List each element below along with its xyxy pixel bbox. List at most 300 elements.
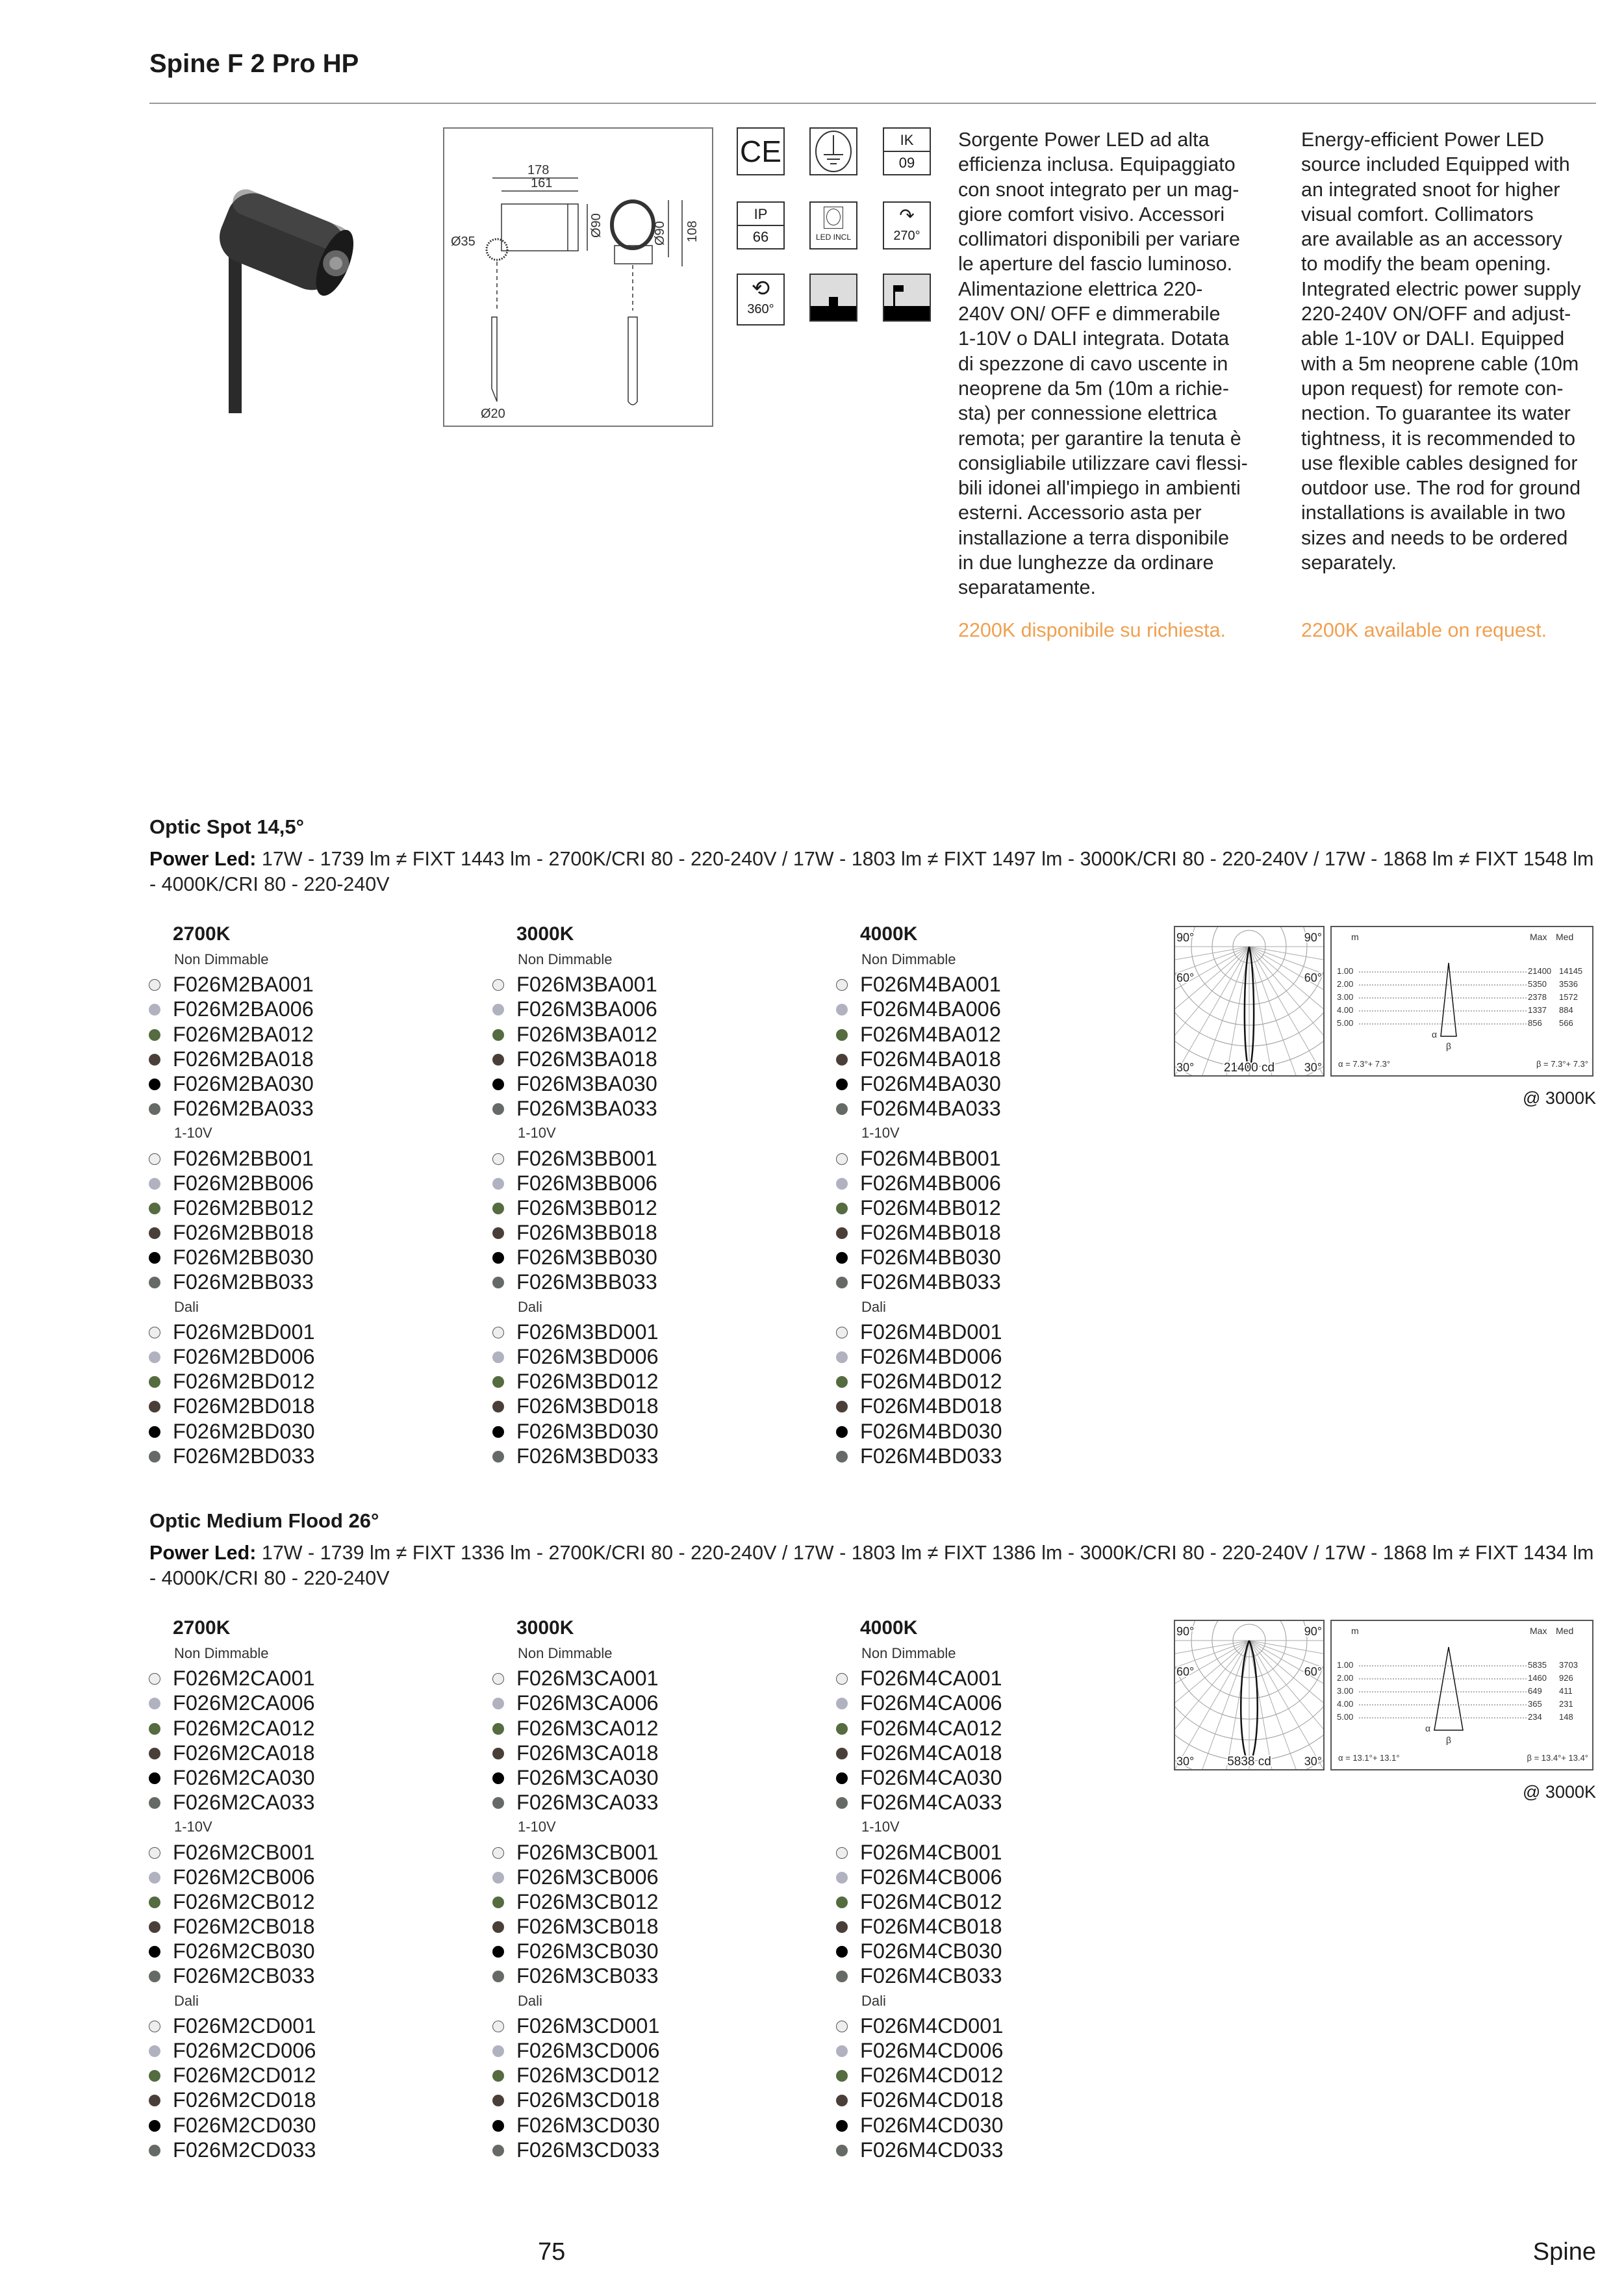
ik-rating-icon [883, 127, 931, 175]
product-code: F026M3CD018 [516, 2088, 660, 2112]
finish-swatch [836, 1227, 848, 1239]
description-line: tightness, it is recommended to [1301, 427, 1576, 450]
rotation-label: 360° [747, 302, 774, 316]
column-temperature: 2700K [173, 923, 231, 945]
dimming-type-label: Dali [174, 1298, 199, 1315]
description-line: 1-10V o DALI integrata. Dotata [958, 327, 1230, 350]
finish-swatch [836, 1029, 848, 1041]
product-code: F026M3CB012 [516, 1889, 659, 1913]
product-code: F026M4CB030 [860, 1939, 1002, 1963]
product-code-item [173, 1270, 498, 1294]
unit-label: m [1351, 932, 1359, 942]
distance-value: 3.00 [1337, 1686, 1354, 1696]
finish-swatch [492, 1277, 504, 1288]
finish-swatch [149, 1748, 160, 1759]
product-code: F026M4BD012 [860, 1370, 1002, 1394]
dimension-drawing [443, 127, 713, 427]
dimming-type-label: 1-10V [518, 1125, 556, 1142]
product-code-item [516, 1914, 841, 1939]
dim-90-front: Ø90 [653, 221, 667, 246]
polar-angle-label: 60° [1176, 1665, 1195, 1678]
product-code-item [516, 1691, 841, 1715]
ground-icon [809, 127, 857, 175]
product-code-item [860, 1939, 1185, 1963]
product-code: F026M2CD033 [173, 2138, 316, 2162]
product-code-item [173, 1047, 498, 1071]
finish-swatch [492, 1327, 504, 1338]
dimming-type-label: Non Dimmable [861, 951, 956, 967]
product-code: F026M4BA012 [860, 1022, 1001, 1046]
product-code-item [860, 1666, 1185, 1691]
med-lux-value: 3536 [1559, 979, 1578, 989]
product-code: F026M2CA030 [173, 1765, 315, 1789]
polar-spoke [1175, 947, 1249, 1044]
polar-angle-label: 90° [1176, 1625, 1195, 1638]
finish-swatch [836, 2021, 848, 2032]
beta-symbol: β [1446, 1735, 1452, 1745]
distance-value: 5.00 [1337, 1712, 1354, 1722]
finish-swatch [492, 2145, 504, 2156]
product-code: F026M3CD006 [516, 2039, 660, 2062]
polar-spoke [1249, 947, 1323, 1044]
finish-swatch [149, 1054, 160, 1066]
description-line: remota; per garantire la tenuta è [958, 427, 1241, 450]
finish-swatch [492, 1748, 504, 1759]
product-code: F026M4CD033 [860, 2138, 1004, 2162]
product-code-item [860, 1741, 1185, 1765]
finish-swatch [492, 1376, 504, 1388]
product-code: F026M4BB001 [860, 1146, 1001, 1170]
product-code-item [860, 1220, 1185, 1245]
product-code: F026M3BA012 [516, 1022, 657, 1046]
description-line: esterni. Accessorio asta per [958, 502, 1202, 524]
product-code: F026M3BD006 [516, 1345, 659, 1368]
dimming-type-label: 1-10V [861, 1125, 900, 1142]
product-code: F026M3CB033 [516, 1964, 659, 1988]
med-lux-value: 231 [1559, 1699, 1573, 1709]
product-code: F026M2BD030 [173, 1419, 315, 1443]
product-code-item [860, 1270, 1185, 1294]
product-code-item [860, 2113, 1185, 2138]
med-lux-value: 148 [1559, 1712, 1573, 1722]
product-code-item [516, 1939, 841, 1963]
product-code: F026M2BD033 [173, 1444, 315, 1468]
product-code-item [860, 1419, 1185, 1444]
tilt-label: 270° [893, 229, 920, 243]
note-2200k-italian: 2200K disponibile su richiesta. [958, 619, 1226, 641]
finish-swatch [836, 1797, 848, 1809]
finish-swatch [836, 1351, 848, 1363]
product-code: F026M4BD030 [860, 1419, 1002, 1443]
product-code-item [173, 1444, 498, 1468]
finish-swatch [836, 2070, 848, 2082]
product-code: F026M2CD018 [173, 2088, 316, 2112]
product-code-item [860, 1320, 1185, 1344]
power-led-spec [149, 847, 1605, 897]
product-code: F026M3CD001 [516, 2013, 660, 2038]
finish-swatch [149, 979, 160, 991]
max-lux-value: 649 [1528, 1686, 1542, 1696]
product-code-item [516, 1071, 841, 1096]
max-lux-value: 856 [1528, 1018, 1542, 1028]
dimming-type-label: 1-10V [174, 1819, 212, 1835]
product-code-item [173, 2013, 498, 2038]
polar-angle-label: 30° [1176, 1061, 1195, 1074]
finish-swatch [836, 1847, 848, 1859]
product-code: F026M2BB001 [173, 1146, 314, 1170]
distance-value: 4.00 [1337, 1005, 1354, 1015]
product-code-item [860, 1146, 1185, 1171]
product-code-item [173, 1369, 498, 1394]
finish-swatch [836, 979, 848, 991]
product-code-item [860, 2088, 1185, 2112]
description-line: le aperture del fascio luminoso. [958, 253, 1233, 275]
power-led-values: 17W - 1739 lm ≠ FIXT 1443 lm - 2700K/CRI 80 - 220-240V / 17W - 1803 lm ≠ FIXT 1497 lm - 3000K/CRI 80 - 220-240V / 17W - 1868 lm ≠ FIXT 1548 lm - 4000K/CRI 80 - 220-240V [149, 848, 1594, 895]
finish-swatch [492, 979, 504, 991]
finish-swatch [492, 1079, 504, 1090]
product-code-item [173, 1171, 498, 1195]
dimming-type-label: 1-10V [861, 1819, 900, 1835]
finish-swatch [149, 1797, 160, 1809]
product-code-item [173, 1096, 498, 1121]
product-code-item [860, 972, 1185, 997]
product-code-item [860, 2138, 1185, 2162]
dimming-type-label: Dali [518, 1992, 542, 2009]
description-line: giore comfort visivo. Accessori [958, 203, 1225, 225]
product-code: F026M4CD006 [860, 2039, 1004, 2062]
finish-swatch [149, 1227, 160, 1239]
beta-symbol: β [1446, 1041, 1452, 1051]
product-code: F026M3BD012 [516, 1370, 659, 1394]
product-code: F026M2CB018 [173, 1915, 315, 1939]
finish-swatch [836, 1203, 848, 1214]
product-code: F026M4BA033 [860, 1097, 1001, 1121]
product-code-item [860, 1444, 1185, 1468]
finish-swatch [836, 1897, 848, 1908]
max-lux-value: 1337 [1528, 1005, 1547, 1015]
finish-swatch [492, 1426, 504, 1438]
product-code-item [860, 1096, 1185, 1121]
med-header: Med [1556, 1626, 1574, 1636]
product-code-item [860, 1047, 1185, 1071]
product-code: F026M2BB006 [173, 1171, 314, 1195]
column-temperature: 3000K [516, 923, 574, 945]
finish-swatch [836, 1153, 848, 1165]
finish-swatch [149, 1847, 160, 1859]
product-code-item [516, 1146, 841, 1171]
product-code-item [173, 2088, 498, 2112]
product-code-item [860, 1963, 1185, 1988]
finish-swatch [149, 1872, 160, 1884]
product-code: F026M4BB006 [860, 1171, 1001, 1195]
ip-rating-icon [737, 201, 785, 249]
dimming-type-label: Non Dimmable [174, 1645, 269, 1661]
product-code: F026M4CD030 [860, 2113, 1004, 2137]
finish-swatch [149, 1673, 160, 1685]
product-code: F026M4BB033 [860, 1270, 1001, 1294]
finish-swatch [149, 1004, 160, 1016]
product-code: F026M2CA006 [173, 1691, 315, 1715]
product-code: F026M3BA006 [516, 997, 657, 1021]
product-code: F026M2CD012 [173, 2063, 316, 2088]
finish-swatch [149, 1277, 160, 1288]
description-line: Integrated electric power supply [1301, 277, 1581, 300]
finish-swatch [492, 1227, 504, 1239]
section-title: Optic Medium Flood 26° [149, 1509, 379, 1532]
description-line: source included Equipped with [1301, 153, 1570, 176]
finish-swatch [492, 1971, 504, 1982]
product-code: F026M4BD006 [860, 1345, 1002, 1368]
finish-swatch [836, 2145, 848, 2156]
description-line: to modify the beam opening. [1301, 253, 1551, 275]
dim-35: Ø35 [451, 235, 476, 249]
product-code-item [516, 1369, 841, 1394]
product-code-item [516, 2138, 841, 2162]
dimming-type-label: 1-10V [518, 1819, 556, 1835]
page-title: Spine F 2 Pro HP [149, 49, 359, 78]
color-temperature-column [860, 1617, 1185, 2162]
finish-swatch [149, 1451, 160, 1463]
product-code-item [173, 2063, 498, 2088]
ground-installation-icon [809, 274, 857, 322]
product-code: F026M3CD012 [516, 2063, 660, 2088]
distance-value: 1.00 [1337, 1660, 1354, 1670]
product-code-item [173, 1320, 498, 1344]
product-code: F026M2BA012 [173, 1022, 314, 1046]
product-code-item [173, 2138, 498, 2162]
finish-swatch [149, 1103, 160, 1115]
product-code: F026M2BD012 [173, 1370, 315, 1394]
ik-label: IK [884, 129, 930, 152]
product-code: F026M2CD006 [173, 2039, 316, 2062]
product-code-item [516, 1096, 841, 1121]
alpha-symbol: α [1425, 1723, 1431, 1733]
product-code-item [516, 1344, 841, 1369]
product-code: F026M4CA033 [860, 1791, 1002, 1815]
finish-swatch [149, 1079, 160, 1090]
product-section [0, 815, 1624, 1504]
description-line: installations is available in two [1301, 502, 1566, 524]
product-code-item [516, 2013, 841, 2038]
product-code-item [860, 1171, 1185, 1195]
product-code: F026M3CA012 [516, 1716, 659, 1740]
product-code-item [516, 1320, 841, 1344]
product-code-item [516, 1444, 841, 1468]
alpha-symbol: α [1432, 1029, 1438, 1040]
description-line: able 1-10V or DALI. Equipped [1301, 327, 1565, 350]
product-code-item [173, 972, 498, 997]
finish-swatch [836, 2045, 848, 2057]
finish-swatch [836, 1178, 848, 1190]
product-code-item [173, 1394, 498, 1418]
product-code-item [860, 1394, 1185, 1418]
finish-swatch [836, 1673, 848, 1685]
product-code: F026M4CA012 [860, 1716, 1002, 1740]
finish-swatch [492, 1004, 504, 1016]
product-code-item [860, 1344, 1185, 1369]
finish-swatch [492, 1351, 504, 1363]
med-lux-value: 884 [1559, 1005, 1573, 1015]
product-code-item [860, 2038, 1185, 2063]
description-italian [958, 127, 1270, 600]
product-code-item [860, 1840, 1185, 1865]
description-line: Sorgente Power LED ad alta [958, 129, 1210, 151]
product-code: F026M4CB012 [860, 1889, 1002, 1913]
product-code-item [516, 972, 841, 997]
finish-swatch [492, 1698, 504, 1709]
finish-swatch [836, 1698, 848, 1709]
product-code: F026M4BD033 [860, 1444, 1002, 1468]
product-code-item [173, 1865, 498, 1889]
finish-swatch [149, 1351, 160, 1363]
product-code: F026M3CB030 [516, 1939, 659, 1963]
description-line: an integrated snoot for higher [1301, 178, 1560, 201]
finish-swatch [836, 1772, 848, 1784]
product-code: F026M3BB006 [516, 1171, 657, 1195]
description-line: are available as an accessory [1301, 228, 1562, 251]
description-line: installazione a terra disponibile [958, 526, 1230, 549]
product-code-item [173, 1741, 498, 1765]
product-code: F026M3CA001 [516, 1667, 659, 1691]
polar-grid [1175, 1621, 1323, 1769]
unit-label: m [1351, 1626, 1359, 1636]
product-code: F026M2BA030 [173, 1071, 314, 1095]
product-code-item [516, 1716, 841, 1741]
product-code: F026M2CB033 [173, 1964, 315, 1988]
description-line: con snoot integrato per un mag- [958, 178, 1239, 201]
finish-swatch [836, 1004, 848, 1016]
finish-swatch [149, 1401, 160, 1412]
product-code-item [516, 2038, 841, 2063]
product-code: F026M4BB018 [860, 1221, 1001, 1245]
product-code: F026M3CA006 [516, 1691, 659, 1715]
product-code-item [173, 1840, 498, 1865]
med-lux-value: 566 [1559, 1018, 1573, 1028]
med-header: Med [1556, 932, 1574, 942]
finish-swatch [492, 1921, 504, 1933]
dimming-type-label: Dali [518, 1298, 542, 1315]
product-code: F026M2BB012 [173, 1195, 314, 1220]
finish-swatch [836, 1103, 848, 1115]
spot-projection-icon [883, 274, 931, 322]
product-code: F026M4CD001 [860, 2013, 1004, 2038]
finish-swatch [836, 1252, 848, 1264]
product-code-item [860, 1245, 1185, 1270]
finish-swatch [149, 1029, 160, 1041]
product-code-item [860, 1914, 1185, 1939]
description-line: consigliabile utilizzare cavi flessi- [958, 452, 1248, 474]
product-code-item [173, 1220, 498, 1245]
beam-cone [1441, 963, 1456, 1036]
product-code: F026M4BB012 [860, 1195, 1001, 1220]
product-code: F026M3BD030 [516, 1419, 659, 1443]
peak-intensity: 21400 cd [1223, 1061, 1275, 1075]
dim-108: 108 [685, 220, 700, 242]
med-lux-value: 14145 [1559, 966, 1583, 976]
product-code-item [516, 1171, 841, 1195]
product-code: F026M2CD001 [173, 2013, 316, 2038]
product-code-item [516, 1419, 841, 1444]
description-line: Energy-efficient Power LED [1301, 129, 1545, 151]
finish-swatch [149, 2120, 160, 2132]
product-code: F026M3BB012 [516, 1195, 657, 1220]
tilt-270-icon: ↷ 270° [883, 201, 931, 249]
product-code: F026M4BA001 [860, 973, 1001, 997]
description-line: 240V ON/ OFF e dimmerabile [958, 303, 1221, 326]
product-code: F026M4BB030 [860, 1246, 1001, 1270]
rotation-360-icon: ⟲ 360° [737, 274, 785, 326]
finish-swatch [492, 1451, 504, 1463]
polar-grid [1175, 927, 1323, 1075]
product-code: F026M2BA006 [173, 997, 314, 1021]
max-lux-value: 5835 [1528, 1660, 1547, 1670]
product-code: F026M3BB018 [516, 1221, 657, 1245]
measurement-reference: @ 3000K [1523, 1782, 1596, 1802]
polar-angle-label: 60° [1304, 971, 1322, 984]
product-code: F026M2BA033 [173, 1097, 314, 1121]
dim-90-side: Ø90 [589, 213, 603, 238]
product-code: F026M2BD006 [173, 1345, 315, 1368]
finish-swatch [492, 1153, 504, 1165]
product-code: F026M2CB001 [173, 1840, 315, 1864]
finish-swatch [836, 1946, 848, 1958]
product-code-item [173, 1022, 498, 1047]
dimming-type-label: Non Dimmable [518, 951, 613, 967]
med-lux-value: 411 [1559, 1686, 1573, 1696]
finish-swatch [492, 2070, 504, 2082]
product-code: F026M4CA001 [860, 1667, 1002, 1691]
product-code: F026M3BB001 [516, 1146, 657, 1170]
product-code: F026M2CA033 [173, 1791, 315, 1815]
footer-product-family: Spine [1532, 2238, 1596, 2266]
column-temperature: 2700K [173, 1617, 231, 1639]
ip-label: IP [738, 203, 783, 226]
product-code-item [173, 1691, 498, 1715]
product-code: F026M2BB030 [173, 1246, 314, 1270]
finish-swatch [149, 2095, 160, 2106]
polar-angle-label: 90° [1304, 931, 1322, 944]
dimming-type-label: Non Dimmable [861, 1645, 956, 1661]
product-code-item [173, 1963, 498, 1988]
product-code: F026M2BB033 [173, 1270, 314, 1294]
product-code-item [860, 1691, 1185, 1715]
distance-value: 2.00 [1337, 1673, 1354, 1683]
description-line: visual comfort. Collimators [1301, 203, 1534, 225]
product-code: F026M4CD018 [860, 2088, 1004, 2112]
description-line: nection. To guarantee its water [1301, 402, 1571, 425]
dimming-type-label: 1-10V [174, 1125, 212, 1142]
description-line: separatamente. [958, 576, 1096, 599]
product-code-item [516, 1047, 841, 1071]
max-lux-value: 234 [1528, 1712, 1542, 1722]
polar-spoke [1175, 1641, 1249, 1738]
product-code-item [860, 1716, 1185, 1741]
product-code: F026M4BD018 [860, 1394, 1002, 1418]
max-header: Max [1530, 1626, 1547, 1636]
product-code-item [173, 1889, 498, 1914]
finish-swatch [149, 1376, 160, 1388]
description-line: separately. [1301, 552, 1397, 574]
product-code-item [860, 1765, 1185, 1790]
finish-swatch [492, 2095, 504, 2106]
product-code-item [860, 1790, 1185, 1815]
finish-swatch [836, 1376, 848, 1388]
product-code-item [516, 1865, 841, 1889]
finish-swatch [149, 2145, 160, 2156]
polar-angle-label: 30° [1304, 1755, 1322, 1768]
finish-swatch [836, 1277, 848, 1288]
product-code-item [173, 1765, 498, 1790]
